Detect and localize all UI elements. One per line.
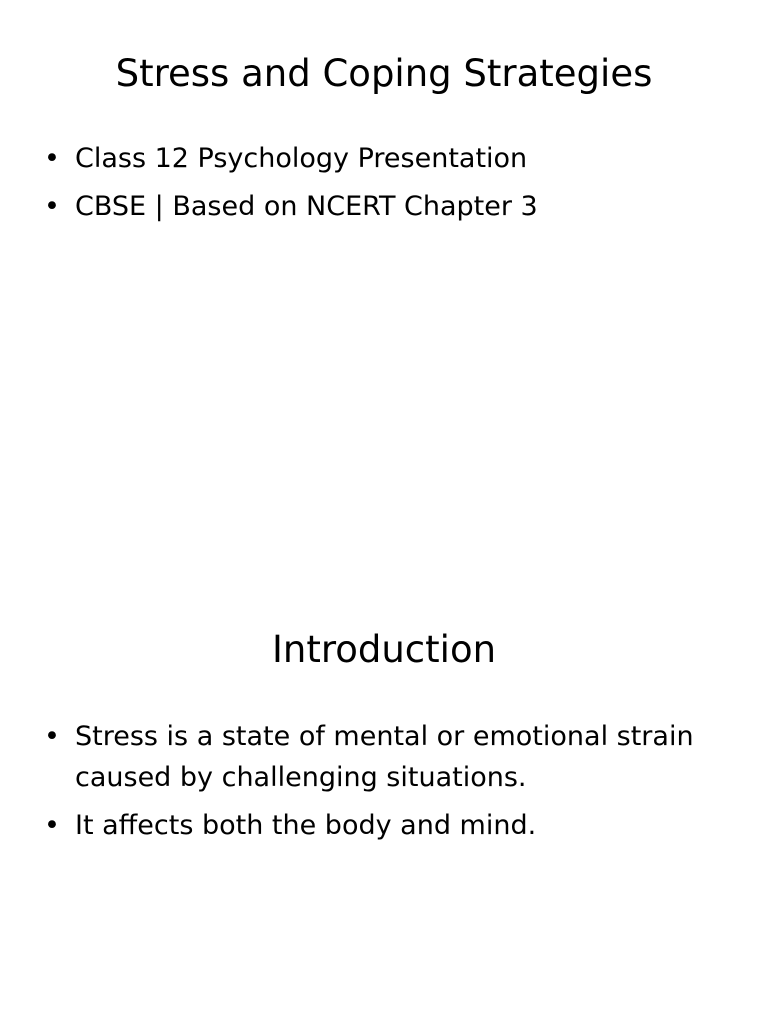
- bullet-item: [44, 716, 734, 798]
- bullet-dot-icon: •: [44, 143, 60, 174]
- bullet-dot-icon: •: [44, 810, 60, 841]
- slide-title: Introduction: [271, 628, 497, 671]
- bullet-item: [44, 186, 734, 227]
- bullet-text: Stress is a state of mental or emotional strain caused by challenging situations.: [75, 721, 694, 793]
- bullet-dot-icon: •: [44, 721, 60, 752]
- bullet-text: Class 12 Psychology Presentation: [75, 143, 528, 174]
- slide-2: [0, 576, 768, 1024]
- bullet-list: [44, 716, 734, 853]
- bullet-dot-icon: •: [44, 191, 60, 222]
- bullet-item: [44, 805, 734, 846]
- bullet-list: [44, 138, 734, 234]
- bullet-item: [44, 138, 734, 179]
- slide-title: Stress and Coping Strategies: [115, 52, 653, 95]
- bullet-text: It affects both the body and mind.: [75, 810, 537, 841]
- bullet-text: CBSE | Based on NCERT Chapter 3: [75, 191, 538, 222]
